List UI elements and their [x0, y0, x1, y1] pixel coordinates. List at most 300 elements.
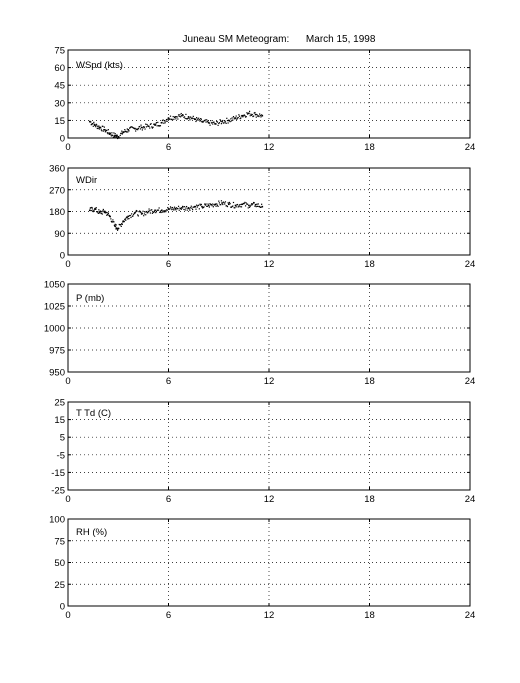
data-point: [175, 209, 176, 210]
data-point: [256, 206, 257, 207]
data-point: [158, 210, 159, 211]
y-tick-label: 25: [54, 579, 65, 591]
data-point: [244, 202, 245, 203]
data-point: [226, 123, 227, 124]
data-point: [262, 115, 264, 117]
x-tick-label: 12: [263, 494, 275, 505]
data-point: [170, 116, 171, 117]
y-tick-label: 180: [49, 207, 65, 218]
data-point: [244, 115, 245, 116]
y-tick-label: 950: [49, 367, 65, 379]
data-point: [236, 115, 237, 116]
data-point: [98, 125, 99, 126]
data-point: [110, 218, 111, 219]
data-point: [227, 120, 228, 121]
y-tick-label: 60: [54, 63, 65, 75]
data-point: [122, 224, 123, 225]
data-point: [240, 117, 241, 118]
data-point: [237, 204, 238, 205]
grid-lines: [68, 284, 470, 372]
data-point: [97, 212, 98, 213]
panel-wspd: [54, 46, 475, 154]
data-point: [128, 218, 129, 219]
x-tick-label: 6: [165, 259, 172, 270]
data-point: [142, 213, 143, 214]
data-point: [115, 133, 116, 134]
x-tick-label: 18: [364, 610, 375, 621]
data-point: [207, 203, 208, 204]
data-point: [115, 226, 116, 227]
data-point: [185, 118, 186, 119]
data-point: [150, 212, 151, 213]
data-point: [252, 204, 253, 205]
x-tick-label: 6: [165, 610, 172, 621]
data-point: [160, 125, 161, 126]
data-point: [230, 118, 231, 119]
data-point: [189, 118, 190, 119]
data-point: [179, 210, 180, 211]
data-point: [252, 203, 253, 204]
data-point: [164, 120, 165, 121]
data-point: [177, 116, 178, 117]
data-point: [148, 211, 150, 213]
y-tick-label: 1000: [43, 323, 65, 335]
data-point: [148, 208, 149, 209]
data-point: [93, 122, 94, 123]
data-point: [146, 126, 147, 127]
data-point: [248, 207, 249, 208]
data-point: [164, 211, 165, 212]
data-point: [259, 113, 260, 114]
data-point: [211, 122, 212, 123]
data-point: [177, 208, 178, 209]
data-point: [172, 207, 173, 208]
data-point: [236, 119, 237, 120]
data-point: [205, 121, 206, 122]
data-point: [185, 209, 186, 210]
data-point: [196, 205, 197, 206]
data-point: [227, 206, 228, 207]
data-point: [258, 116, 259, 117]
data-point: [183, 115, 184, 116]
data-point: [163, 123, 164, 124]
data-point: [168, 117, 170, 119]
data-point: [252, 114, 253, 115]
data-point: [211, 205, 212, 206]
data-point: [179, 116, 180, 117]
panel-temperature: [51, 398, 475, 506]
data-point: [199, 119, 200, 120]
data-point: [120, 224, 121, 225]
data-point: [152, 213, 153, 214]
data-point: [190, 116, 191, 117]
panel-label-temperature: T Td (C): [76, 408, 112, 419]
data-point: [197, 118, 198, 119]
data-point: [153, 212, 154, 213]
y-tick-label: 75: [54, 45, 65, 57]
data-point: [174, 116, 176, 118]
data-point: [154, 209, 156, 211]
data-point: [261, 204, 262, 205]
data-point: [173, 208, 174, 209]
data-point: [199, 208, 200, 209]
panel-pressure: [44, 280, 475, 388]
data-point: [203, 206, 204, 207]
data-point: [230, 203, 231, 204]
data-point: [118, 136, 119, 137]
data-point: [147, 212, 148, 213]
data-point: [160, 210, 161, 211]
panel-wdir: [49, 164, 475, 271]
data-point: [131, 213, 132, 214]
data-point: [205, 119, 206, 120]
data-point: [116, 136, 117, 137]
data-point: [224, 202, 225, 203]
data-point: [141, 127, 143, 129]
data-point: [228, 202, 229, 203]
data-point: [118, 228, 119, 229]
data-point: [133, 214, 134, 215]
data-point: [217, 206, 218, 207]
data-point: [167, 119, 168, 120]
data-point: [103, 130, 104, 131]
data-point: [92, 123, 93, 124]
data-point: [231, 120, 232, 121]
data-point: [119, 137, 120, 138]
data-point: [99, 212, 101, 214]
data-point: [111, 132, 112, 133]
y-tick-label: 1050: [43, 279, 65, 291]
data-point: [195, 121, 196, 122]
data-point: [103, 209, 104, 210]
data-point: [222, 204, 223, 205]
data-point: [135, 211, 136, 212]
data-point: [224, 122, 225, 123]
data-point: [167, 121, 168, 122]
data-point: [242, 116, 243, 117]
data-point: [209, 123, 210, 124]
y-tick-label: 0: [59, 133, 65, 145]
panel-label-pressure: P (mb): [76, 293, 105, 304]
data-point: [197, 206, 198, 207]
data-point: [205, 204, 206, 205]
data-point: [181, 209, 182, 210]
data-point: [144, 212, 145, 213]
data-point: [232, 205, 233, 206]
data-point: [220, 121, 221, 122]
data-point: [149, 127, 150, 128]
y-tick-label: 5: [59, 432, 65, 444]
data-point: [233, 116, 234, 117]
data-point: [145, 214, 146, 215]
data-point: [184, 206, 185, 207]
data-point: [183, 206, 184, 207]
data-point: [215, 206, 216, 207]
data-point: [221, 202, 223, 204]
data-point: [127, 218, 128, 219]
y-tick-label: 30: [54, 98, 65, 110]
data-point: [256, 204, 257, 205]
data-point: [217, 205, 218, 206]
data-point: [136, 211, 137, 212]
data-point: [220, 204, 221, 205]
data-point: [260, 116, 261, 117]
data-point: [260, 207, 261, 208]
data-point: [254, 206, 255, 207]
data-point: [106, 130, 107, 131]
data-point: [215, 203, 217, 205]
data-point: [144, 127, 145, 128]
data-point: [161, 209, 163, 211]
data-point: [195, 209, 196, 210]
panel-label-wdir: WDir: [76, 175, 98, 186]
data-point: [207, 120, 208, 121]
data-point: [137, 129, 138, 130]
data-point: [171, 207, 172, 208]
data-point: [239, 204, 240, 205]
data-point: [108, 129, 109, 130]
data-point: [249, 111, 250, 112]
data-point: [144, 128, 145, 129]
data-point: [177, 118, 178, 119]
y-tick-label: 90: [54, 228, 65, 240]
data-point: [173, 119, 174, 120]
data-point: [196, 117, 197, 118]
x-tick-label: 18: [364, 259, 375, 270]
x-tick-label: 24: [464, 259, 476, 270]
y-tick-label: 100: [49, 514, 65, 526]
data-point: [165, 211, 166, 212]
data-point: [234, 207, 235, 208]
x-tick-label: 24: [464, 376, 476, 387]
data-point: [150, 123, 151, 124]
data-point: [250, 205, 251, 206]
data-point: [96, 207, 97, 208]
y-tick-label: 0: [59, 250, 65, 262]
data-point: [110, 216, 111, 217]
data-point: [179, 114, 180, 115]
y-tick-label: 360: [49, 163, 65, 175]
data-point: [209, 206, 210, 207]
data-point: [240, 204, 241, 205]
data-point: [260, 115, 261, 116]
x-tick-label: 24: [464, 142, 476, 153]
data-point: [171, 209, 172, 210]
data-point: [224, 203, 225, 204]
data-point: [121, 131, 122, 132]
data-point: [217, 121, 218, 122]
data-point: [232, 117, 233, 118]
data-point: [211, 204, 212, 205]
data-point: [155, 212, 156, 213]
data-point: [148, 126, 149, 127]
data-point: [249, 207, 250, 208]
data-point: [189, 208, 190, 209]
data-point: [116, 224, 117, 225]
x-tick-label: 12: [263, 259, 275, 270]
y-tick-label: 15: [54, 415, 65, 427]
data-point: [152, 127, 153, 128]
data-point: [113, 132, 114, 133]
data-point: [121, 226, 122, 227]
data-point: [254, 202, 255, 203]
data-point: [102, 126, 103, 127]
data-point: [165, 210, 166, 211]
y-tick-label: -25: [51, 485, 65, 497]
data-point: [155, 123, 156, 124]
data-point: [185, 114, 186, 115]
data-point: [140, 128, 141, 129]
x-tick-label: 0: [65, 494, 71, 505]
data-series: [89, 111, 263, 139]
data-point: [246, 202, 247, 203]
data-point: [172, 119, 173, 120]
data-point: [201, 204, 202, 205]
data-point: [248, 113, 250, 115]
y-tick-label: 270: [49, 185, 65, 197]
data-point: [102, 213, 103, 214]
x-tick-label: 6: [165, 142, 172, 153]
data-point: [146, 124, 147, 125]
data-point: [215, 123, 216, 124]
data-point: [250, 115, 251, 116]
data-point: [138, 128, 139, 129]
data-point: [98, 209, 99, 210]
data-point: [253, 116, 254, 117]
x-tick-label: 12: [263, 610, 275, 621]
data-point: [130, 217, 131, 218]
grid-lines: [68, 519, 470, 606]
y-tick-label: 15: [54, 115, 65, 127]
data-point: [127, 131, 128, 132]
data-point: [257, 206, 258, 207]
data-point: [213, 122, 214, 123]
data-point: [165, 120, 166, 121]
data-point: [228, 203, 230, 205]
data-point: [201, 206, 203, 208]
data-point: [124, 129, 125, 130]
data-point: [219, 119, 220, 120]
data-point: [238, 114, 239, 115]
data-point: [113, 221, 114, 222]
data-point: [149, 210, 150, 211]
grid-lines: [68, 168, 470, 255]
data-point: [187, 118, 188, 119]
panel-rh: [49, 515, 475, 622]
data-point: [169, 118, 170, 119]
y-tick-label: -5: [56, 450, 65, 462]
x-tick-label: 18: [364, 376, 375, 387]
y-tick-label: 25: [54, 397, 65, 409]
data-point: [256, 117, 257, 118]
data-point: [110, 133, 111, 134]
data-point: [175, 118, 176, 119]
data-point: [212, 123, 213, 124]
data-point: [221, 123, 222, 124]
data-point: [213, 206, 214, 207]
data-point: [201, 119, 202, 120]
data-point: [186, 206, 187, 207]
data-point: [189, 210, 190, 211]
data-point: [96, 125, 97, 126]
x-tick-label: 0: [65, 376, 71, 387]
data-point: [241, 206, 242, 207]
data-point: [89, 209, 91, 211]
data-point: [205, 203, 206, 204]
data-point: [167, 207, 168, 208]
panel-label-rh: RH (%): [76, 527, 108, 538]
x-tick-label: 24: [464, 610, 476, 621]
data-point: [226, 118, 227, 119]
data-point: [256, 114, 257, 115]
data-point: [185, 208, 186, 209]
data-point: [191, 206, 192, 207]
data-point: [218, 201, 219, 202]
data-point: [144, 213, 145, 214]
data-point: [95, 126, 96, 127]
data-point: [104, 127, 105, 128]
data-point: [189, 119, 190, 120]
data-point: [106, 212, 107, 213]
y-tick-label: 975: [49, 345, 65, 357]
data-point: [229, 202, 230, 203]
data-point: [184, 116, 185, 117]
data-point: [173, 209, 174, 210]
data-point: [208, 205, 210, 207]
data-point: [112, 135, 113, 136]
data-point: [142, 211, 143, 212]
data-point: [195, 206, 197, 208]
data-point: [130, 215, 131, 216]
data-point: [240, 206, 241, 207]
data-point: [112, 219, 113, 220]
data-point: [125, 218, 126, 219]
data-point: [140, 125, 141, 126]
data-point: [219, 202, 220, 203]
data-point: [163, 119, 164, 120]
y-tick-label: 0: [59, 601, 65, 613]
data-point: [228, 122, 229, 123]
data-point: [142, 127, 143, 128]
data-point: [262, 206, 264, 208]
data-point: [139, 126, 140, 127]
data-point: [217, 125, 218, 126]
data-point: [188, 116, 190, 118]
data-point: [255, 114, 257, 116]
data-point: [157, 125, 158, 126]
data-point: [192, 117, 193, 118]
panel-label-wspd: WSpd (kts): [76, 60, 123, 71]
x-tick-label: 6: [165, 376, 172, 387]
data-point: [198, 118, 199, 119]
data-point: [209, 125, 210, 126]
y-tick-label: 45: [54, 80, 65, 92]
data-point: [170, 206, 171, 207]
data-point: [192, 209, 193, 210]
y-tick-label: 50: [54, 558, 65, 569]
data-point: [140, 212, 141, 213]
data-point: [235, 117, 237, 119]
data-point: [143, 215, 144, 216]
data-point: [183, 209, 184, 210]
data-point: [135, 130, 136, 131]
data-point: [91, 210, 92, 211]
data-point: [232, 119, 233, 120]
data-point: [146, 211, 147, 212]
data-point: [95, 209, 96, 210]
data-point: [238, 117, 239, 118]
grid-lines: [68, 50, 470, 138]
